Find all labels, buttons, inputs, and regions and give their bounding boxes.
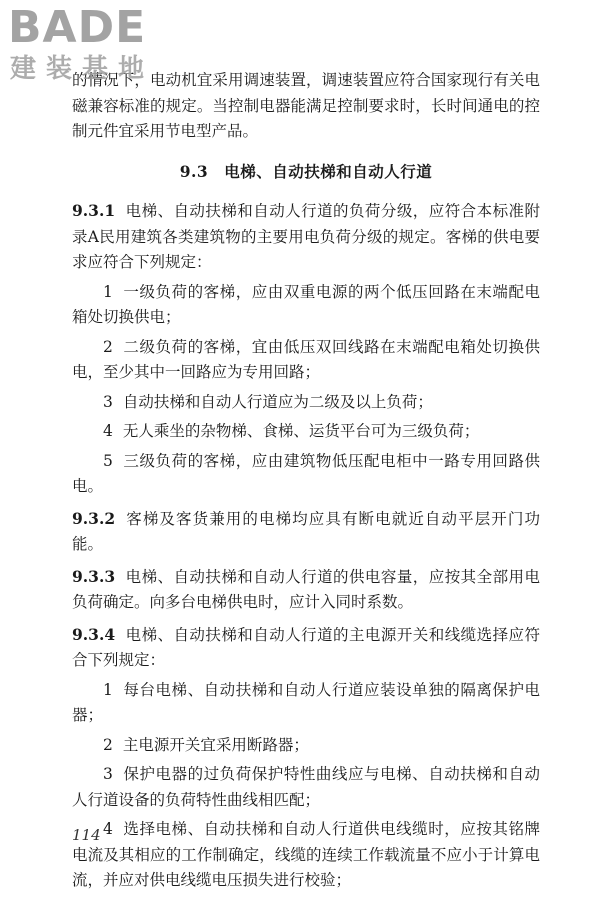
item-number: 4 xyxy=(103,820,113,838)
section-heading xyxy=(72,159,540,185)
page-number: 114 xyxy=(72,826,101,844)
clause-9-3-3 xyxy=(72,564,540,616)
clause-9-3-4 xyxy=(72,622,540,674)
clause-number: 9.3.2 xyxy=(72,508,116,528)
item-number: 1 xyxy=(103,680,113,699)
item-text: 主电源开关宜采用断路器； xyxy=(122,735,309,754)
list-item xyxy=(72,335,540,386)
list-item xyxy=(72,280,540,331)
section-title: 电梯、自动扶梯和自动人行道 xyxy=(224,161,433,181)
watermark-logo xyxy=(6,2,181,84)
list-item xyxy=(72,762,540,813)
item-number: 2 xyxy=(103,337,113,356)
clause-text: 客梯及客货兼用的电梯均应具有断电就近自动平层开门功能。 xyxy=(72,509,540,553)
list-item xyxy=(72,733,540,759)
clause-number: 9.3.4 xyxy=(72,624,116,644)
item-text: 每台电梯、自动扶梯和自动人行道应装设单独的隔离保护电器； xyxy=(72,680,540,724)
section-number: 9.3 xyxy=(179,161,209,181)
document-body xyxy=(72,68,540,894)
item-number: 3 xyxy=(103,392,113,411)
watermark-subtitle: 建装基地 xyxy=(10,54,155,84)
item-text: 二级负荷的客梯，宜由低压双回线路在末端配电箱处切换供电，至少其中一回路应为专用回路； xyxy=(72,337,540,381)
item-text: 保护电器的过负荷保护特性曲线应与电梯、自动扶梯和自动人行道设备的负荷特性曲线相匹配； xyxy=(72,765,540,809)
clause-9-3-2 xyxy=(72,506,540,558)
clause-9-3-1 xyxy=(72,198,540,276)
item-text: 三级负荷的客梯，应由建筑物低压配电柜中一路专用回路供电。 xyxy=(72,451,540,495)
item-number: 3 xyxy=(103,765,113,783)
clause-text: 电梯、自动扶梯和自动人行道的供电容量，应按其全部用电负荷确定。向多台电梯供电时，应计入同时系数。 xyxy=(72,567,540,611)
list-item xyxy=(72,449,540,500)
item-text: 自动扶梯和自动人行道应为二级及以上负荷； xyxy=(122,392,433,411)
item-text: 一级负荷的客梯，应由双重电源的两个低压回路在末端配电箱处切换供电； xyxy=(72,282,540,326)
clause-number: 9.3.3 xyxy=(72,566,116,586)
item-number: 5 xyxy=(103,451,113,470)
item-number: 4 xyxy=(103,422,113,440)
item-number: 1 xyxy=(103,282,113,301)
item-text: 选择电梯、自动扶梯和自动人行道供电线缆时，应按其铭牌电流及其相应的工作制确定，线缆的连续工作载流量不应小于计算电流，并应对供电线缆电压损失进行校验； xyxy=(72,820,540,889)
intro-paragraph: 的情况下，电动机宜采用调速装置，调速装置应符合国家现行有关电磁兼容标准的规定。当控制电器能满足控制要求时，长时间通电的控制元件宜采用节电型产品。 xyxy=(72,71,540,140)
clause-text: 电梯、自动扶梯和自动人行道的负荷分级，应符合本标准附录A民用建筑各类建筑物的主要用电负荷分级的规定。客梯的供电要求应符合下列规定： xyxy=(72,202,540,271)
list-item xyxy=(72,817,540,894)
list-item xyxy=(72,678,540,729)
clause-number: 9.3.1 xyxy=(72,201,116,220)
watermark-brand: BADE xyxy=(8,2,147,53)
item-text: 无人乘坐的杂物梯、食梯、运货平台可为三级负荷； xyxy=(122,422,480,440)
clause-text: 电梯、自动扶梯和自动人行道的主电源开关和线缆选择应符合下列规定： xyxy=(72,625,540,669)
list-item xyxy=(72,390,540,416)
item-number: 2 xyxy=(103,735,113,754)
list-item xyxy=(72,419,540,445)
